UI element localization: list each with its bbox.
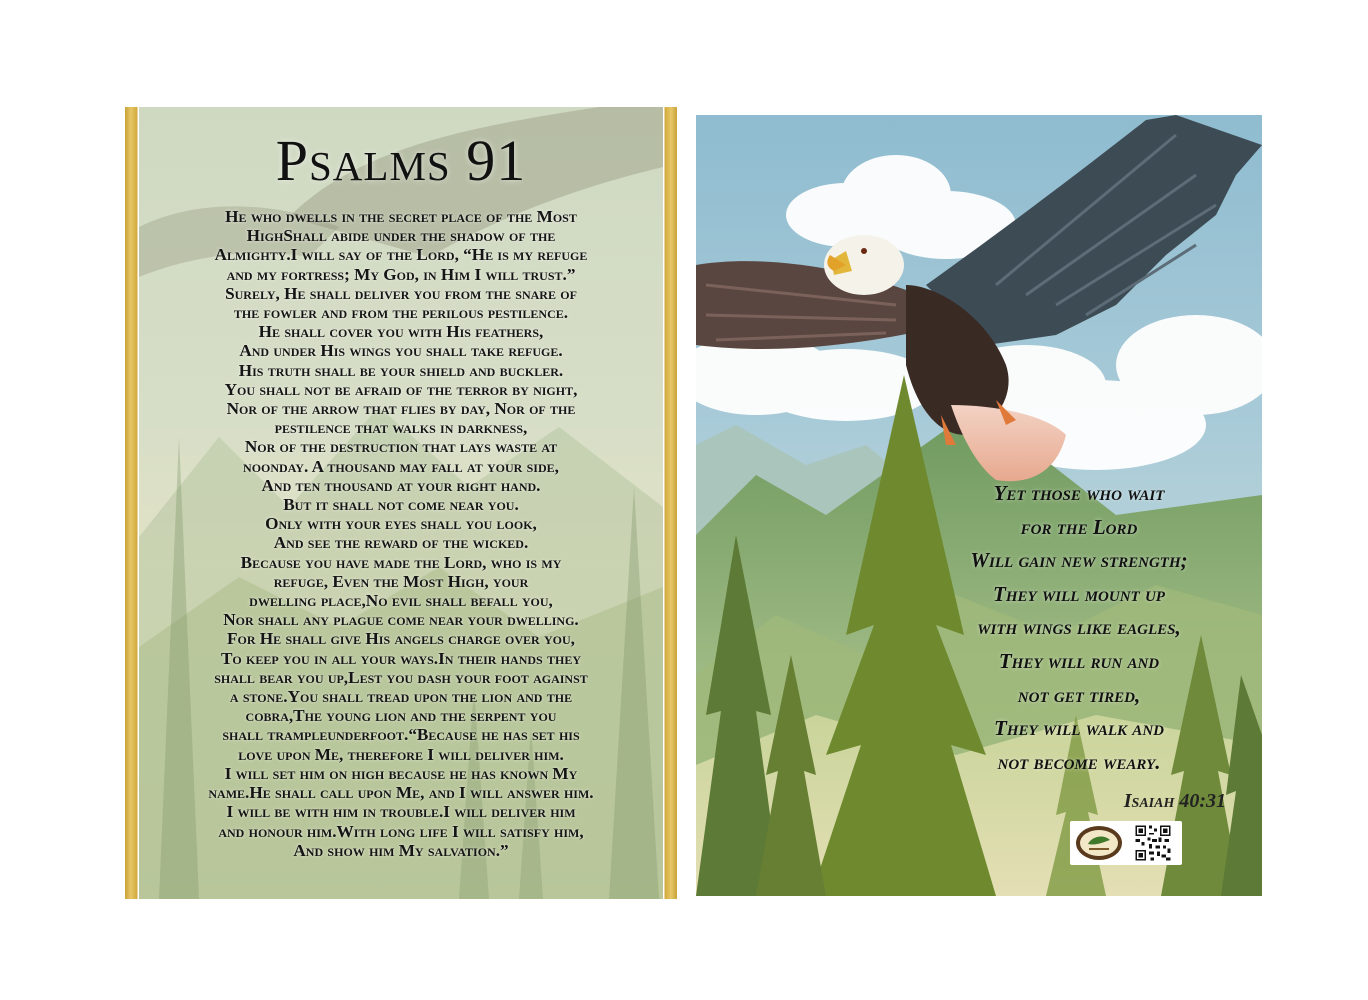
psalm-line: Nor of the destruction that lays waste at xyxy=(244,437,558,457)
page-title: Psalms 91 xyxy=(275,128,527,193)
psalm-line: Because you have made the Lord, who is my xyxy=(240,552,562,572)
psalm-line: I will be with him in trouble.I will deliver him xyxy=(226,802,576,822)
psalm-line: and honour him.With long life I will satisfy him, xyxy=(218,821,584,841)
verse-line: They will walk and xyxy=(994,716,1164,741)
verse-reference: Isaiah 40:31 xyxy=(1123,790,1226,812)
verse-line: They will run and xyxy=(998,648,1160,673)
psalm-line: love upon Me, therefore I will deliver him. xyxy=(238,744,564,764)
qr-code-icon[interactable] xyxy=(1128,824,1178,862)
psalm-line: For He shall give His angels charge over you, xyxy=(227,629,575,649)
verse-line: Yet those who wait xyxy=(993,481,1165,505)
psalm-line: Nor of the arrow that flies by day, Nor of the xyxy=(226,399,576,419)
verse-line: for the Lord xyxy=(1020,514,1138,539)
verse-text xyxy=(918,477,1240,779)
psalm-line: Almighty.I will say of the Lord, “He is my refuge xyxy=(214,245,588,265)
psalm-line: name.He shall call upon Me, and I will answer him. xyxy=(208,783,594,803)
psalm-line: But it shall not come near you. xyxy=(283,495,519,515)
psalm-line: cobra,The young lion and the serpent you xyxy=(245,706,557,726)
verse-line: with wings like eagles, xyxy=(977,615,1181,640)
psalm-line: And ten thousand at your right hand. xyxy=(261,475,541,495)
verse-line: They will mount up xyxy=(993,581,1165,606)
psalm-line: a stone.You shall tread upon the lion and the xyxy=(229,687,573,707)
verse-line: not get tired, xyxy=(1017,682,1141,707)
verse-line: Will gain new strength; xyxy=(970,548,1188,573)
psalm-line: Surely, He shall deliver you from the snare of xyxy=(225,283,577,303)
psalms-91-card xyxy=(125,107,677,899)
psalm-line: He who dwells in the secret place of the Most xyxy=(225,207,577,226)
psalm-line: shall trampleunderfoot.“Because he has set his xyxy=(222,725,580,745)
psalm-line: pestilence that walks in darkness, xyxy=(274,418,528,438)
psalm-line: dwelling place,No evil shall befall you, xyxy=(249,591,553,611)
psalm-line: shall bear you up,Lest you dash your foot against xyxy=(214,667,588,687)
psalm-line: His truth shall be your shield and buckler. xyxy=(238,360,564,380)
psalm-line: Only with your eyes shall you look, xyxy=(265,514,537,534)
isaiah-card xyxy=(696,115,1262,896)
psalm-text xyxy=(147,207,655,860)
psalm-line: And under His wings you shall take refuge. xyxy=(239,341,563,361)
psalm-line: refuge, Even the Most High, your xyxy=(273,571,529,591)
psalm-line: HighShall abide under the shadow of the xyxy=(246,226,556,246)
publisher-badge xyxy=(1070,821,1182,865)
psalms-card-background xyxy=(139,107,663,899)
psalm-line: I will set him on high because he has known My xyxy=(224,763,578,783)
psalm-line: He shall cover you with His feathers, xyxy=(258,322,544,342)
verse-line: not become weary. xyxy=(997,749,1161,774)
psalm-line: To keep you in all your ways.In their hands they xyxy=(220,648,582,668)
psalm-line: Nor shall any plague come near your dwelling. xyxy=(223,610,579,630)
psalm-line: noonday. A thousand may fall at your side, xyxy=(243,456,559,476)
psalm-line: And show him My salvation.” xyxy=(293,840,509,860)
publisher-logo-icon xyxy=(1074,824,1124,862)
psalm-line: the fowler and from the perilous pestilence. xyxy=(233,303,569,323)
psalm-line: You shall not be afraid of the terror by night, xyxy=(224,379,578,399)
psalm-line: and my fortress; My God, in Him I will trust.” xyxy=(226,264,576,284)
psalm-line: And see the reward of the wicked. xyxy=(273,533,529,553)
